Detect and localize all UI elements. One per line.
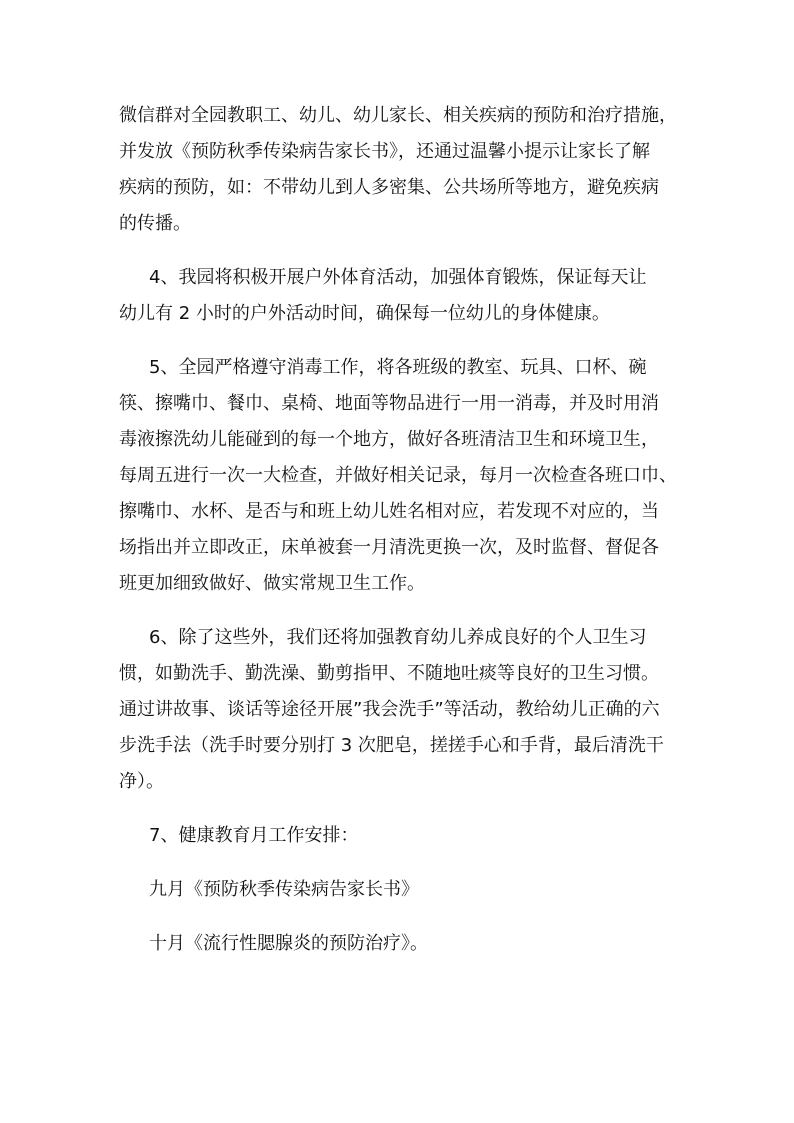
- text-line: 疾病的预防，如：不带幼儿到人多密集、公共场所等地方，避免疾病: [119, 177, 659, 198]
- text-line: 擦嘴巾、水杯、是否与和班上幼儿姓名相对应，若发现不对应的，当: [119, 501, 659, 522]
- text-line: 班更加细致做好、做实常规卫生工作。: [119, 573, 425, 594]
- text-line: 步洗手法（洗手时要分别打 3 次肥皂，搓搓手心和手背，最后清洗干: [119, 735, 664, 756]
- text-line: 5、全园严格遵守消毒工作，将各班级的教室、玩具、口杯、碗: [149, 357, 647, 378]
- text-line: 九月《预防秋季传染病告家长书》: [149, 879, 419, 900]
- text-line: 筷、擦嘴巾、餐巾、桌椅、地面等物品进行一用一消毒，并及时用消: [119, 393, 659, 414]
- paragraph-item-6-hygiene-habits: [119, 620, 691, 800]
- text-line: 微信群对全园教职工、幼儿、幼儿家长、相关疾病的预防和治疗措施，: [119, 105, 677, 126]
- text-line: 幼儿有 2 小时的户外活动时间，确保每一位幼儿的身体健康。: [119, 303, 610, 324]
- text-line: 惯，如勤洗手、勤洗澡、勤剪指甲、不随地吐痰等良好的卫生习惯。: [119, 663, 659, 684]
- text-line: 6、除了这些外，我们还将加强教育幼儿养成良好的个人卫生习: [149, 627, 647, 648]
- document-body: [119, 98, 691, 962]
- paragraph-item-5-disinfection: [119, 350, 691, 602]
- text-line: 的传播。: [119, 213, 191, 234]
- paragraph-item-7-schedule-heading: [119, 818, 691, 854]
- text-line: 十月《流行性腮腺炎的预防治疗》。: [149, 933, 428, 954]
- text-line: 净）。: [119, 771, 164, 792]
- text-line: 7、健康教育月工作安排：: [149, 825, 359, 846]
- paragraph-schedule-october: [119, 926, 691, 962]
- text-line: 毒液擦洗幼儿能碰到的每一个地方，做好各班清洁卫生和环境卫生，: [119, 429, 659, 450]
- text-line: 每周五进行一次一大检查，并做好相关记录，每月一次检查各班口巾、: [119, 465, 677, 486]
- paragraph-schedule-september: [119, 872, 691, 908]
- text-line: 通过讲故事、谈话等途径开展”我会洗手”等活动，教给幼儿正确的六: [119, 699, 660, 720]
- text-line: 场指出并立即改正，床单被套一月清洗更换一次，及时监督、督促各: [119, 537, 659, 558]
- text-line: 4、我园将积极开展户外体育活动，加强体育锻炼，保证每天让: [149, 267, 647, 288]
- paragraph-item-4-outdoor-activity: [119, 260, 691, 332]
- paragraph-disease-prevention-notice: [119, 98, 691, 242]
- text-line: 并发放《预防秋季传染病告家长书》，还通过温馨小提示让家长了解: [119, 141, 650, 162]
